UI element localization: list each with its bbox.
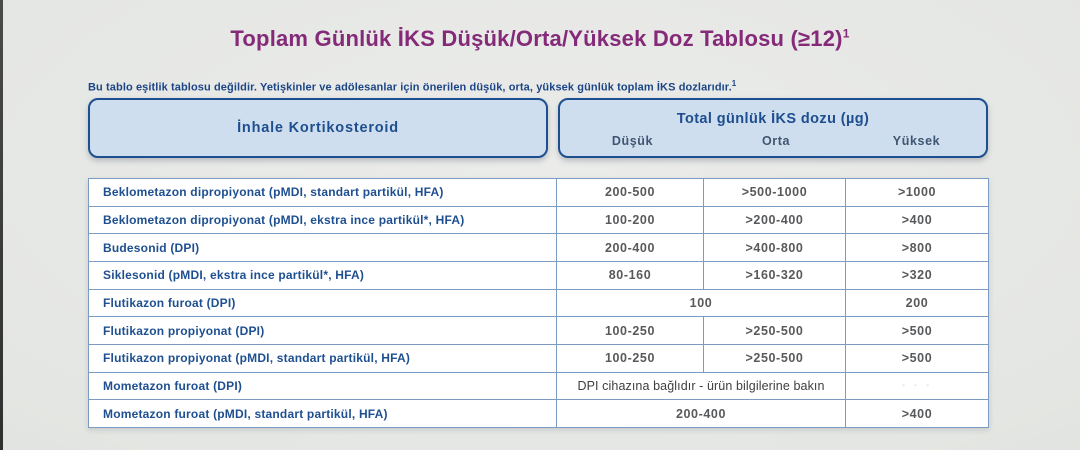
medium-dose-cell: >160-320 [704,261,846,289]
drug-name-cell: Flutikazon furoat (DPI) [89,289,557,317]
drug-name-cell: Mometazon furoat (pMDI, standart partikül, HFA) [89,400,557,428]
table-row [89,234,989,262]
high-dose-cell: >500 [846,317,989,345]
dose-table [88,178,989,428]
drug-name-cell: Flutikazon propiyonat (pMDI, standart partikül, HFA) [89,344,557,372]
dose-group-header: Total günlük İKS dozu (µg) [676,111,870,127]
high-dose-cell: >400 [846,206,989,234]
table-disclaimer-footnote-marker: 1 [731,79,737,88]
medium-dose-cell: >200-400 [704,206,846,234]
table-row [89,179,989,207]
high-dose-cell: >500 [846,344,989,372]
low-dose-cell: 100-200 [557,206,704,234]
drug-name-cell: Flutikazon propiyonat (DPI) [89,317,557,345]
low-medium-dose-span-cell: 100 [557,289,846,317]
dose-subcolumn-high: Yüksek [892,134,941,148]
medium-dose-cell: >400-800 [704,234,846,262]
drug-name-cell: Siklesonid (pMDI, ekstra ince partikül*, HFA) [89,261,557,289]
low-dose-cell: 80-160 [557,261,704,289]
table-disclaimer-text: Bu tablo eşitlik tablosu değildir. Yetişkinler ve adölesanlar için önerilen düşük, orta, yüksek günlük toplam İKS dozlarıdır. [88,81,732,94]
high-dose-cell: >400 [846,400,989,428]
high-dose-cell: 200 [846,289,989,317]
table-row [89,289,989,317]
table-disclaimer [88,79,736,94]
drug-column-header-box [88,98,548,158]
high-dose-cell: >1000 [846,179,989,207]
drug-name-cell: Mometazon furoat (DPI) [89,372,557,400]
drug-column-header-label: İnhale Kortikosteroid [237,120,399,136]
drug-name-cell: Budesonid (DPI) [89,234,557,262]
table-row [89,344,989,372]
table-row [89,206,989,234]
low-dose-cell: 100-250 [557,317,704,345]
low-dose-cell: 200-500 [557,179,704,207]
dose-subcolumn-low: Düşük [611,134,654,148]
table-row [89,317,989,345]
page-title-footnote-marker: 1 [842,26,850,41]
left-edge-strip [0,0,3,450]
device-dependent-note-cell: DPI cihazına bağlıdır - ürün bilgilerine bakın [557,372,846,400]
high-dose-cell-faint: - - - [846,372,989,400]
high-dose-cell: >800 [846,234,989,262]
drug-name-cell: Beklometazon dipropiyonat (pMDI, ekstra ince partikül*, HFA) [89,206,557,234]
page-title [0,26,1080,52]
dose-column-header-box [558,98,988,158]
page-title-text: Toplam Günlük İKS Düşük/Orta/Yüksek Doz Tablosu (≥12) [230,26,843,51]
medium-dose-cell: >500-1000 [704,179,846,207]
medium-dose-cell: >250-500 [704,344,846,372]
drug-name-cell: Beklometazon dipropiyonat (pMDI, standart partikül, HFA) [89,179,557,207]
low-dose-cell: 100-250 [557,344,704,372]
low-medium-dose-span-cell: 200-400 [557,400,846,428]
dose-subcolumn-headers [560,134,986,148]
dose-subcolumn-medium: Orta [761,134,791,148]
table-row [89,372,989,400]
medium-dose-cell: >250-500 [704,317,846,345]
table-row [89,400,989,428]
high-dose-cell: >320 [846,261,989,289]
low-dose-cell: 200-400 [557,234,704,262]
table-row [89,261,989,289]
